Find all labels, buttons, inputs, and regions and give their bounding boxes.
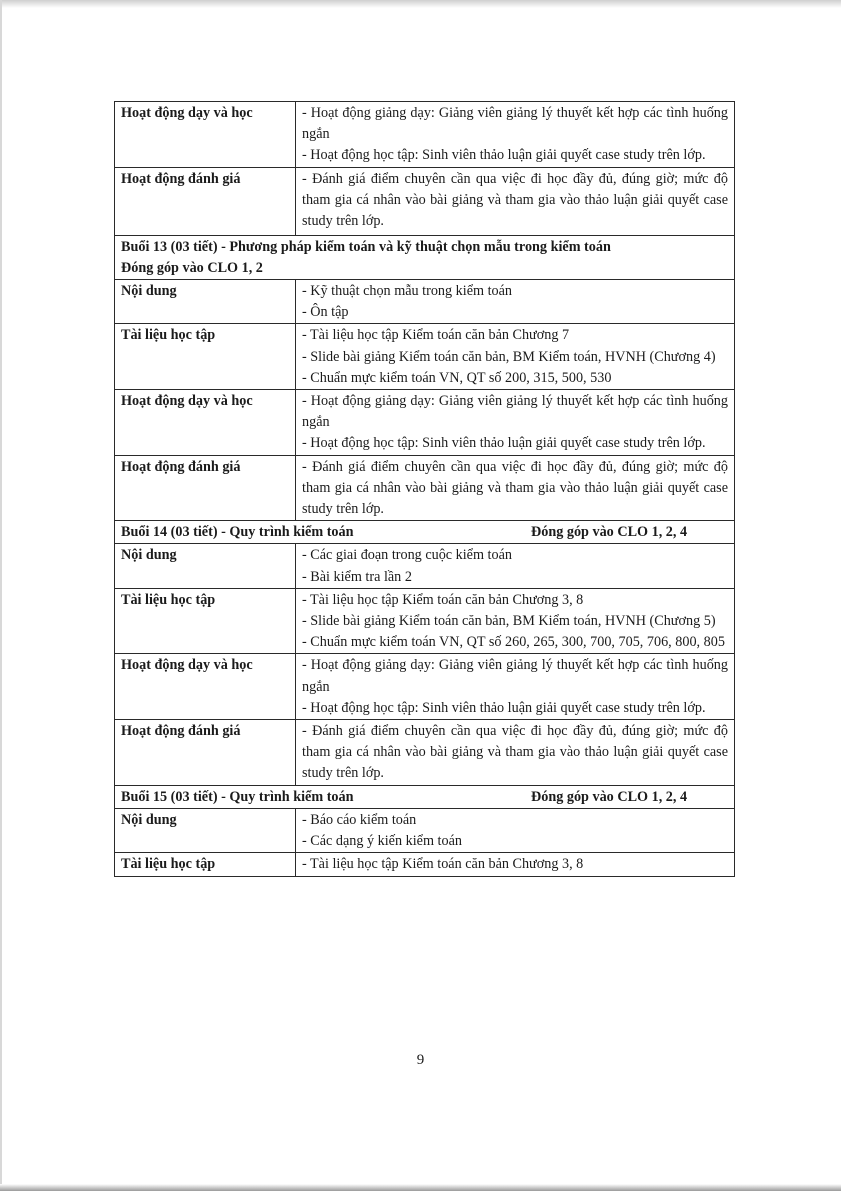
- content-line: - Chuẩn mực kiểm toán VN, QT số 260, 265, 300, 700, 705, 706, 800, 805: [302, 634, 725, 651]
- content-line: - Các dạng ý kiến kiểm toán: [302, 833, 462, 850]
- table-row: [115, 167, 735, 235]
- content-line: - Hoạt động học tập: Sinh viên thảo luận giải quyết case study trên lớp.: [302, 699, 706, 716]
- row-content: [296, 853, 735, 876]
- row-label: Hoạt động dạy và học: [115, 390, 296, 456]
- row-content: [296, 588, 735, 654]
- row-label: Hoạt động dạy và học: [115, 102, 296, 168]
- row-content: [296, 280, 735, 324]
- row-label: Tài liệu học tập: [115, 853, 296, 876]
- table-row: [115, 720, 735, 786]
- row-content: [296, 167, 735, 235]
- session-15-heading-row: [115, 785, 735, 808]
- table-row: [115, 102, 735, 168]
- content-line: - Hoạt động học tập: Sinh viên thảo luận giải quyết case study trên lớp.: [302, 435, 706, 452]
- content-line: - Hoạt động giảng dạy: Giảng viên giảng lý thuyết kết hợp các tình huống ngắn: [302, 105, 728, 143]
- content-line: - Đánh giá điểm chuyên cần qua việc đi học đầy đủ, đúng giờ; mức độ tham gia cá nhân vào bài giảng và tham gia vào thảo luận giải quyết case study trên lớp.: [302, 170, 728, 230]
- content-line: - Chuẩn mực kiểm toán VN, QT số 200, 315, 500, 530: [302, 369, 612, 386]
- syllabus-table: [114, 101, 735, 877]
- row-label: Hoạt động dạy và học: [115, 654, 296, 720]
- content-line: - Kỹ thuật chọn mẫu trong kiểm toán: [302, 283, 513, 300]
- row-content: [296, 720, 735, 786]
- session-13-clo: Đóng góp vào CLO 1, 2: [121, 259, 263, 276]
- content-line: - Các giai đoạn trong cuộc kiểm toán: [302, 547, 512, 564]
- row-label: Nội dung: [115, 808, 296, 852]
- row-label: Hoạt động đánh giá: [115, 455, 296, 521]
- session-14-title: Buổi 14 (03 tiết) - Quy trình kiểm toán: [121, 524, 354, 541]
- content-line: - Tài liệu học tập Kiểm toán căn bản Chương 7: [302, 327, 570, 344]
- row-content: [296, 654, 735, 720]
- session-13-title: Buổi 13 (03 tiết) - Phương pháp kiểm toán và kỹ thuật chọn mẫu trong kiểm toán: [121, 238, 611, 255]
- session-14-heading-row: [115, 521, 735, 544]
- table-row: [115, 280, 735, 324]
- row-content: [296, 102, 735, 168]
- table-row: [115, 654, 735, 720]
- content-line: - Hoạt động học tập: Sinh viên thảo luận giải quyết case study trên lớp.: [302, 147, 706, 164]
- row-content: [296, 544, 735, 588]
- row-content: [296, 324, 735, 390]
- content-line: - Ôn tập: [302, 304, 349, 321]
- content-line: - Tài liệu học tập Kiểm toán căn bản Chương 3, 8: [302, 591, 584, 608]
- session-13-heading: [115, 235, 735, 279]
- row-label: Tài liệu học tập: [115, 324, 296, 390]
- row-content: [296, 455, 735, 521]
- session-15-heading: [115, 785, 735, 808]
- table-row: [115, 324, 735, 390]
- scan-edge-bottom: [0, 1184, 841, 1191]
- table-row: [115, 390, 735, 456]
- row-label: Nội dung: [115, 280, 296, 324]
- table-row: [115, 853, 735, 876]
- syllabus-table-container: [114, 101, 735, 877]
- row-label: Nội dung: [115, 544, 296, 588]
- session-15-clo: Đóng góp vào CLO 1, 2, 4: [531, 788, 688, 805]
- row-label: Hoạt động đánh giá: [115, 167, 296, 235]
- table-row: [115, 544, 735, 588]
- table-row: [115, 455, 735, 521]
- row-content: [296, 808, 735, 852]
- content-line: - Slide bài giảng Kiểm toán căn bản, BM Kiểm toán, HVNH (Chương 4): [302, 348, 716, 365]
- session-13-heading-row: [115, 235, 735, 279]
- scan-edge-left: [0, 0, 2, 1191]
- content-line: - Hoạt động giảng dạy: Giảng viên giảng lý thuyết kết hợp các tình huống ngắn: [302, 657, 728, 695]
- table-row: [115, 808, 735, 852]
- content-line: - Đánh giá điểm chuyên cần qua việc đi học đầy đủ, đúng giờ; mức độ tham gia cá nhân vào bài giảng và tham gia vào thảo luận giải quyết case study trên lớp.: [302, 458, 728, 518]
- row-label: Hoạt động đánh giá: [115, 720, 296, 786]
- table-row: [115, 588, 735, 654]
- content-line: - Slide bài giảng Kiểm toán căn bản, BM Kiểm toán, HVNH (Chương 5): [302, 613, 716, 630]
- row-content: [296, 390, 735, 456]
- session-14-clo: Đóng góp vào CLO 1, 2, 4: [531, 524, 688, 541]
- session-15-title: Buổi 15 (03 tiết) - Quy trình kiểm toán: [121, 788, 354, 805]
- session-14-heading: [115, 521, 735, 544]
- content-line: - Đánh giá điểm chuyên cần qua việc đi học đầy đủ, đúng giờ; mức độ tham gia cá nhân vào bài giảng và tham gia vào thảo luận giải quyết case study trên lớp.: [302, 723, 728, 782]
- scan-edge-top: [0, 0, 841, 8]
- content-line: - Bài kiểm tra lần 2: [302, 568, 412, 585]
- content-line: - Hoạt động giảng dạy: Giảng viên giảng lý thuyết kết hợp các tình huống ngắn: [302, 393, 728, 431]
- content-line: - Tài liệu học tập Kiểm toán căn bản Chương 3, 8: [302, 856, 584, 873]
- page-number: 9: [416, 1052, 425, 1068]
- content-line: - Báo cáo kiểm toán: [302, 811, 417, 828]
- row-label: Tài liệu học tập: [115, 588, 296, 654]
